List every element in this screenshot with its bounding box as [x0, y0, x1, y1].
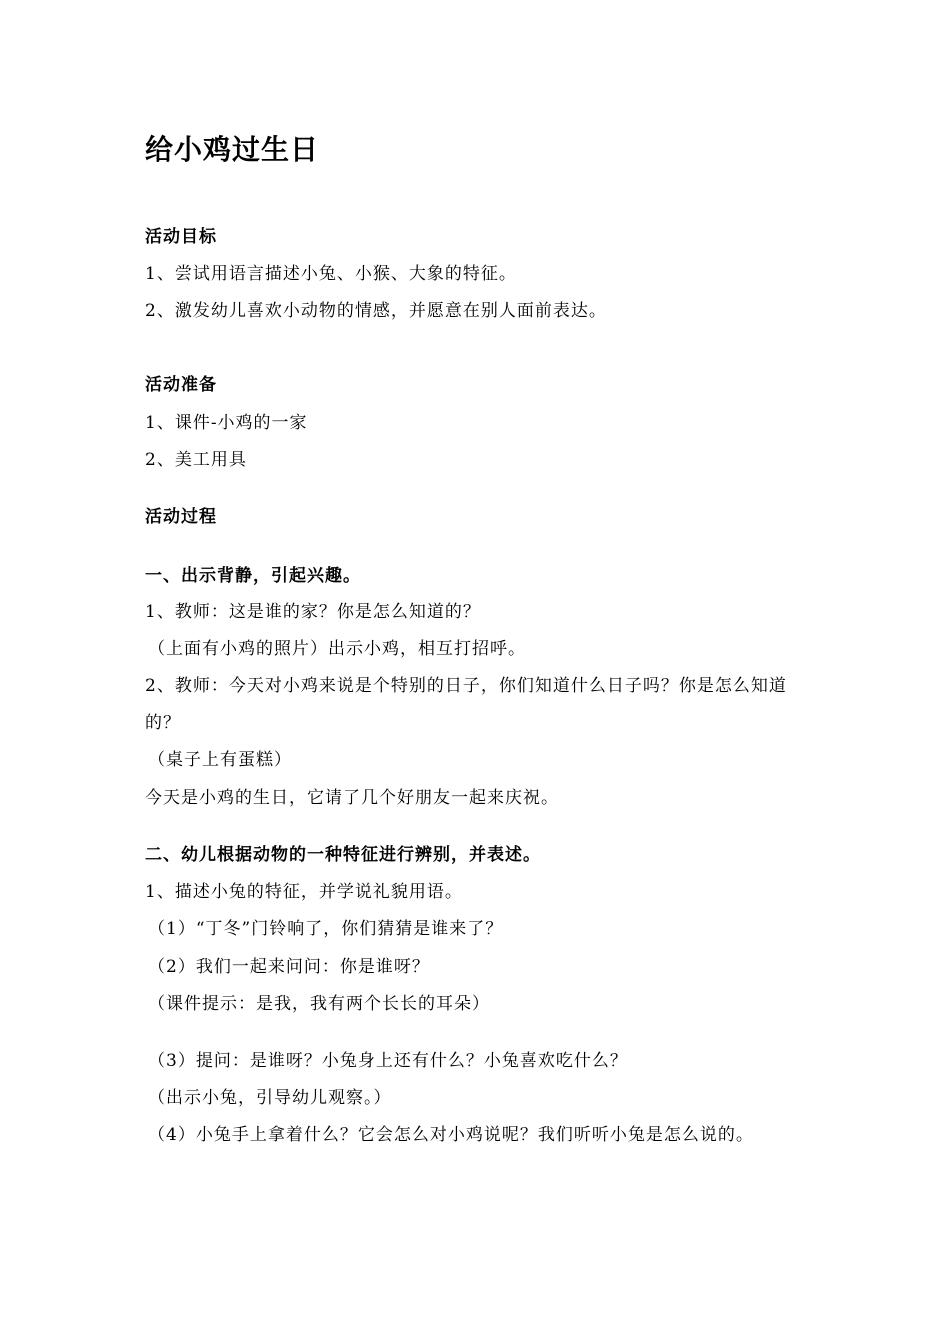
part2-heading: 二、幼儿根据动物的一种特征进行辨别，并表述。	[145, 845, 541, 865]
goals-item: 2、激发幼儿喜欢小动物的情感，并愿意在别人面前表达。	[145, 301, 607, 321]
prep-item: 2、美工用具	[145, 450, 247, 470]
part1-line: 1、教师：这是谁的家？你是怎么知道的？	[145, 602, 481, 622]
part1-line: 的？	[145, 713, 181, 733]
process-heading: 活动过程	[145, 507, 217, 527]
part1-line: （桌子上有蛋糕）	[148, 750, 292, 770]
part2-line: （课件提示：是我，我有两个长长的耳朵）	[148, 994, 490, 1014]
part1-heading: 一、出示背静，引起兴趣。	[145, 566, 361, 586]
part1-line: 今天是小鸡的生日，它请了几个好朋友一起来庆祝。	[145, 788, 559, 808]
part2-line: 1、描述小兔的特征，并学说礼貌用语。	[145, 882, 463, 902]
part2-line: （2）我们一起来问问：你是谁呀？	[148, 957, 430, 977]
prep-heading: 活动准备	[145, 375, 217, 395]
goals-item: 1、尝试用语言描述小兔、小猴、大象的特征。	[145, 264, 517, 284]
goals-heading: 活动目标	[145, 227, 217, 247]
part2-line: （1）“丁冬”门铃响了，你们猜猜是谁来了？	[148, 919, 504, 939]
part1-line: 2、教师：今天对小鸡来说是个特别的日子，你们知道什么日子吗？你是怎么知道	[145, 676, 787, 696]
part2-line: （3）提问：是谁呀？小兔身上还有什么？小兔喜欢吃什么？	[148, 1051, 628, 1071]
prep-item: 1、课件-小鸡的一家	[145, 413, 308, 433]
part1-line: （上面有小鸡的照片）出示小鸡，相互打招呼。	[148, 639, 526, 659]
part2-line: （出示小兔，引导幼儿观察。）	[148, 1088, 392, 1108]
document-title: 给小鸡过生日	[145, 133, 320, 166]
part2-line: （4）小兔手上拿着什么？它会怎么对小鸡说呢？我们听听小兔是怎么说的。	[148, 1125, 754, 1145]
